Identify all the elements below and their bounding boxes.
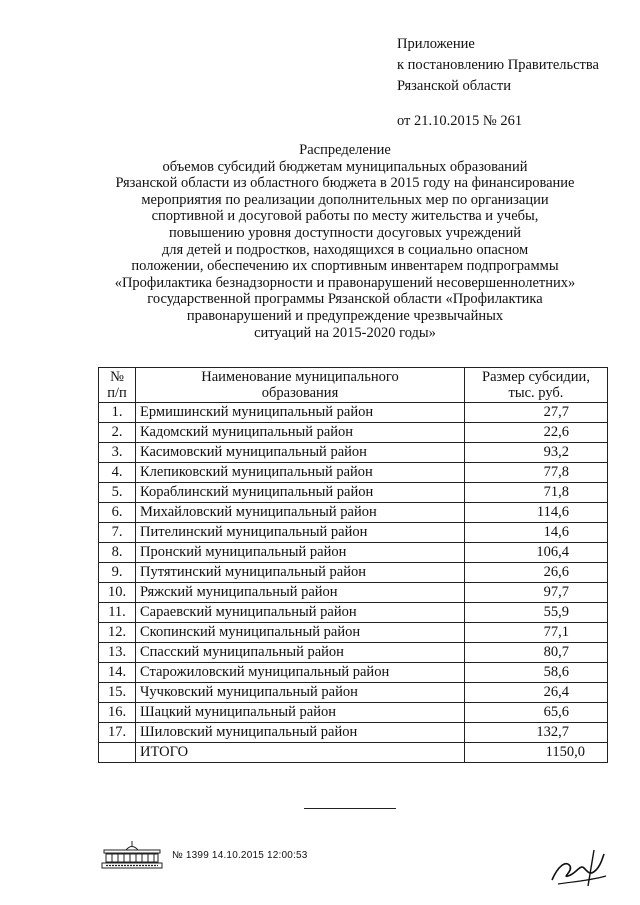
title-line: положении, обеспечению их спортивным инвентарем подпрограммы (131, 258, 559, 275)
table-row (99, 683, 608, 703)
row-municipality: Касимовский муниципальный район (136, 443, 465, 463)
row-amount: 77,8 (543, 464, 569, 480)
row-municipality: Старожиловский муниципальный район (136, 663, 465, 683)
table-row (99, 663, 608, 683)
header-municipality (136, 368, 465, 403)
table-row (99, 563, 608, 583)
row-number: 5. (99, 483, 136, 503)
row-number: 17. (99, 723, 136, 743)
header-amount-line2: тыс. руб. (508, 385, 564, 401)
total-amount: 1150,0 (545, 744, 585, 760)
title-line: Рязанской области из областного бюджета в 2015 году на финансирование (115, 175, 575, 192)
row-municipality: Кораблинский муниципальный район (136, 483, 465, 503)
row-number: 4. (99, 463, 136, 483)
title-heading: Распределение (299, 142, 391, 158)
table-row (99, 443, 608, 463)
table-row (99, 603, 608, 623)
table-row (99, 403, 608, 423)
appendix-header (397, 34, 599, 132)
row-number: 8. (99, 543, 136, 563)
title-line: спортивной и досуговой работы по месту жительства и учебы, (151, 208, 539, 225)
table-row (99, 723, 608, 743)
row-amount: 22,6 (543, 424, 569, 440)
row-number: 11. (99, 603, 136, 623)
row-municipality: Спасский муниципальный район (136, 643, 465, 663)
row-amount: 93,2 (543, 444, 569, 460)
appendix-date-number: от 21.10.2015 № 261 (397, 113, 523, 129)
row-municipality: Ермишинский муниципальный район (136, 403, 465, 423)
table-row (99, 503, 608, 523)
row-amount: 27,7 (543, 404, 569, 420)
row-municipality: Скопинский муниципальный район (136, 623, 465, 643)
end-divider (304, 808, 396, 809)
government-building-stamp-icon (100, 840, 164, 870)
total-label: ИТОГО (136, 743, 465, 763)
row-amount: 14,6 (543, 524, 569, 540)
appendix-region: Рязанской области (397, 78, 511, 94)
header-municipality-line1: Наименование муниципального (201, 369, 399, 385)
header-number-line1: № (110, 369, 124, 385)
row-amount: 80,7 (543, 644, 569, 660)
row-municipality: Сараевский муниципальный район (136, 603, 465, 623)
row-municipality: Пронский муниципальный район (136, 543, 465, 563)
table-row (99, 623, 608, 643)
row-number: 10. (99, 583, 136, 603)
header-municipality-line2: образования (261, 385, 339, 401)
header-number-line2: п/п (107, 385, 127, 401)
table-row (99, 423, 608, 443)
row-municipality: Михайловский муниципальный район (136, 503, 465, 523)
row-amount: 77,1 (543, 624, 569, 640)
row-amount: 55,9 (543, 604, 569, 620)
title-line: ситуаций на 2015-2020 годы» (254, 324, 436, 341)
row-number: 9. (99, 563, 136, 583)
row-number: 15. (99, 683, 136, 703)
row-amount: 97,7 (543, 584, 569, 600)
row-municipality: Ряжский муниципальный район (136, 583, 465, 603)
header-amount (465, 368, 608, 403)
row-municipality: Чучковский муниципальный район (136, 683, 465, 703)
table-row (99, 483, 608, 503)
total-number-cell (99, 743, 136, 763)
row-amount: 71,8 (543, 484, 569, 500)
row-number: 1. (99, 403, 136, 423)
title-line: правонарушений и предупреждение чрезвычайных (186, 307, 504, 324)
title-line: государственной программы Рязанской области «Профилактика (147, 291, 543, 308)
row-amount: 65,6 (543, 704, 569, 720)
row-number: 7. (99, 523, 136, 543)
title-line: повышению уровня доступности досуговых учреждений (168, 224, 522, 241)
row-amount: 58,6 (543, 664, 569, 680)
row-number: 16. (99, 703, 136, 723)
header-number (99, 368, 136, 403)
row-number: 3. (99, 443, 136, 463)
table-row (99, 543, 608, 563)
row-number: 12. (99, 623, 136, 643)
row-municipality: Клепиковский муниципальный район (136, 463, 465, 483)
row-amount: 26,4 (543, 684, 569, 700)
row-municipality: Шиловский муниципальный район (136, 723, 465, 743)
row-municipality: Кадомский муниципальный район (136, 423, 465, 443)
table-row (99, 643, 608, 663)
table-row (99, 703, 608, 723)
row-amount: 132,7 (536, 724, 569, 740)
table-row (99, 463, 608, 483)
document-title (95, 142, 595, 341)
table-header-row (99, 368, 608, 403)
title-line: мероприятия по реализации дополнительных мер по организации (141, 191, 549, 208)
row-number: 6. (99, 503, 136, 523)
title-line: для детей и подростков, находящихся в социально опасном (161, 241, 529, 258)
row-municipality: Шацкий муниципальный район (136, 703, 465, 723)
row-amount: 114,6 (536, 504, 569, 520)
subsidy-table (98, 367, 608, 763)
header-amount-line1: Размер субсидии, (482, 369, 590, 385)
table-row (99, 583, 608, 603)
table-row (99, 523, 608, 543)
row-municipality: Путятинский муниципальный район (136, 563, 465, 583)
appendix-resolution: к постановлению Правительства (397, 57, 599, 73)
title-line: «Профилактика безнадзорности и правонарушений несовершеннолетних» (114, 274, 576, 291)
table-total-row (99, 743, 608, 763)
signature-icon (548, 846, 608, 890)
row-number: 13. (99, 643, 136, 663)
row-amount: 106,4 (536, 544, 569, 560)
row-number: 14. (99, 663, 136, 683)
document-footer (100, 840, 307, 870)
title-line: объемов субсидий бюджетам муниципальных образований (162, 158, 528, 175)
appendix-label: Приложение (397, 36, 475, 52)
document-registration-info: № 1399 14.10.2015 12:00:53 (172, 849, 308, 861)
row-municipality: Пителинский муниципальный район (136, 523, 465, 543)
row-number: 2. (99, 423, 136, 443)
row-amount: 26,6 (543, 564, 569, 580)
